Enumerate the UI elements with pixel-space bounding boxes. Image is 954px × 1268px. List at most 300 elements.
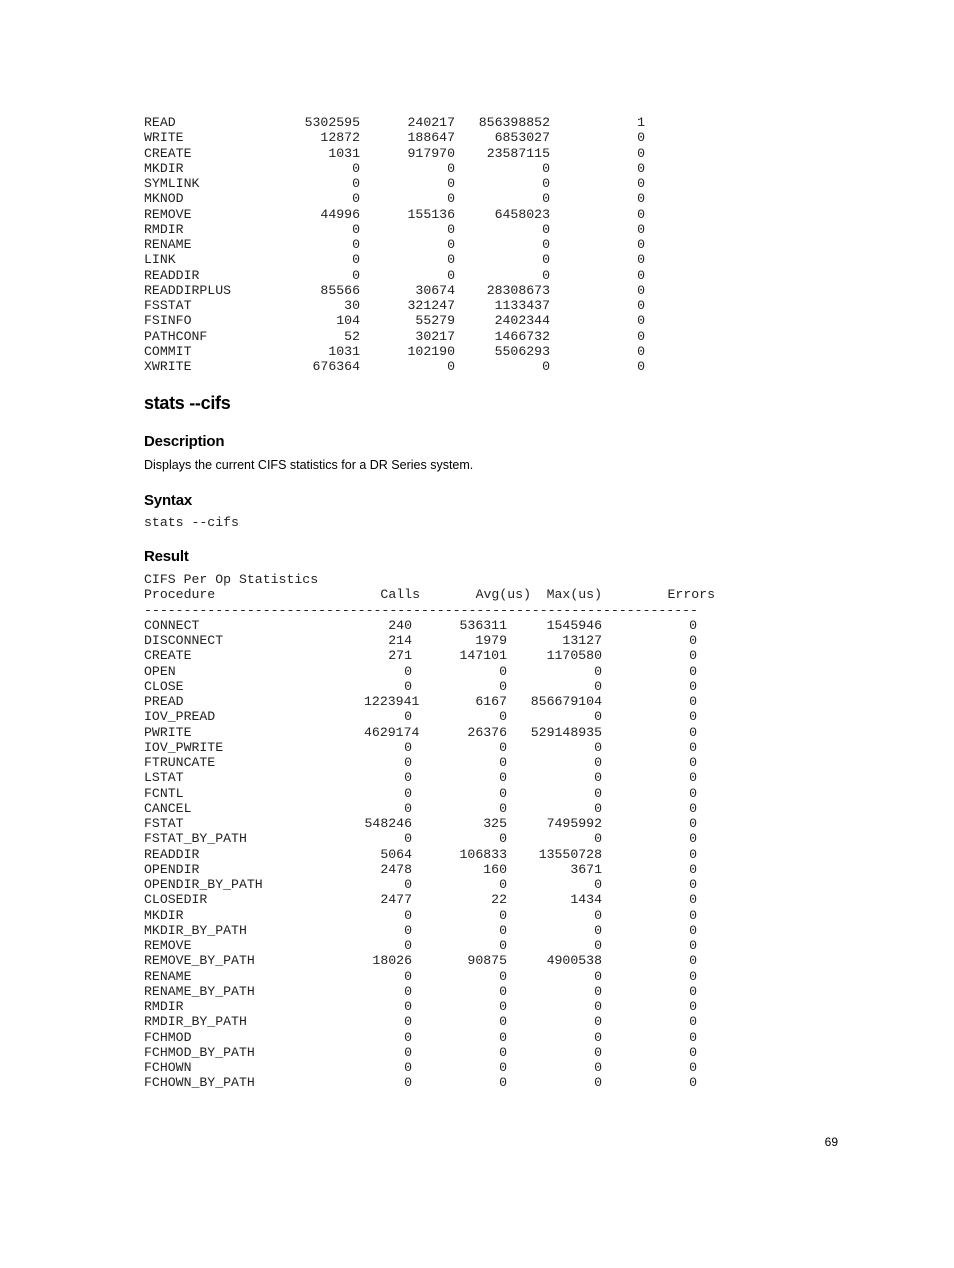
- stat-value: 0: [594, 1060, 602, 1075]
- stat-value: 0: [637, 160, 645, 176]
- stat-value: 5302595: [304, 115, 360, 130]
- procedure-name: LSTAT: [144, 770, 184, 786]
- table-row: [144, 313, 645, 328]
- stat-value: 0: [404, 938, 412, 953]
- stat-value: 0: [594, 877, 602, 892]
- stat-value: 0: [637, 328, 645, 344]
- stat-value: 0: [594, 739, 602, 755]
- stat-value: 0: [637, 130, 645, 146]
- stat-value: 0: [447, 191, 455, 207]
- stat-value: 0: [542, 191, 550, 207]
- stat-value: 0: [404, 800, 412, 816]
- stat-value: 548246: [364, 816, 412, 831]
- table-row: [144, 679, 715, 694]
- table-row: [144, 999, 715, 1014]
- table-row: [144, 161, 645, 176]
- stat-value: 0: [352, 252, 360, 268]
- stat-value: 0: [689, 983, 697, 999]
- stat-value: 0: [689, 846, 697, 862]
- stat-value: 0: [689, 922, 697, 938]
- page-number: 69: [824, 1135, 838, 1149]
- stat-value: 271: [388, 648, 412, 664]
- stat-value: 0: [594, 770, 602, 786]
- table-row: [144, 725, 715, 740]
- stat-value: 0: [499, 800, 507, 816]
- stat-value: 0: [689, 739, 697, 755]
- column-header: Procedure: [144, 587, 216, 603]
- table-row: [144, 938, 715, 953]
- stat-value: 0: [352, 237, 360, 252]
- stat-value: 30674: [415, 282, 455, 298]
- stat-value: 0: [594, 922, 602, 938]
- stat-value: 0: [499, 709, 507, 725]
- stat-value: 0: [594, 968, 602, 984]
- stat-value: 0: [637, 252, 645, 268]
- stat-value: 2478: [380, 861, 412, 877]
- procedure-name: RENAME: [144, 237, 192, 252]
- stat-value: 13127: [562, 633, 602, 648]
- table-row: [144, 709, 715, 724]
- stat-value: 0: [447, 176, 455, 191]
- table-row: [144, 298, 645, 313]
- stat-value: 0: [499, 770, 507, 786]
- table-row: [144, 359, 645, 374]
- stat-value: 4900538: [546, 953, 602, 969]
- column-header: Avg(us): [475, 587, 531, 603]
- stat-value: 0: [404, 678, 412, 694]
- stat-value: 1223941: [364, 694, 420, 709]
- stat-value: 0: [637, 206, 645, 222]
- stat-value: 0: [689, 953, 697, 969]
- table-row: [144, 908, 715, 923]
- column-header: Calls: [380, 587, 420, 603]
- stat-value: 0: [499, 1014, 507, 1030]
- stat-value: 0: [689, 1075, 697, 1091]
- stat-value: 0: [542, 359, 550, 374]
- procedure-name: RMDIR: [144, 221, 184, 237]
- stat-value: 0: [689, 892, 697, 908]
- procedure-name: MKNOD: [144, 191, 184, 207]
- stat-value: 1: [637, 115, 645, 130]
- procedure-name: OPEN: [144, 663, 176, 679]
- procedure-name: READDIR: [144, 846, 200, 862]
- stat-value: 240: [388, 617, 412, 633]
- stat-value: 0: [404, 983, 412, 999]
- procedure-name: IOV_PWRITE: [144, 739, 224, 755]
- procedure-name: CLOSE: [144, 678, 184, 694]
- table-row: [144, 1014, 715, 1029]
- stat-value: 0: [499, 983, 507, 999]
- stat-value: 0: [637, 221, 645, 237]
- procedure-name: LINK: [144, 252, 176, 268]
- stat-value: 0: [689, 938, 697, 953]
- stat-value: 5064: [380, 846, 412, 862]
- stat-value: 0: [689, 800, 697, 816]
- stat-value: 13550728: [538, 846, 602, 862]
- table-row: [144, 130, 645, 145]
- procedure-name: MKDIR: [144, 160, 184, 176]
- stat-value: 0: [404, 1014, 412, 1030]
- stat-value: 0: [404, 877, 412, 892]
- procedure-name: FCHOWN_BY_PATH: [144, 1075, 255, 1091]
- procedure-name: RMDIR_BY_PATH: [144, 1014, 247, 1030]
- table-row: [144, 115, 645, 130]
- stat-value: 1466732: [494, 328, 550, 344]
- stat-value: 0: [499, 968, 507, 984]
- procedure-name: CANCEL: [144, 800, 192, 816]
- stat-value: 0: [499, 1029, 507, 1045]
- stat-value: 0: [352, 160, 360, 176]
- stat-value: 2402344: [494, 313, 550, 329]
- stat-value: 30217: [415, 328, 455, 344]
- stat-value: 0: [404, 663, 412, 679]
- stat-value: 0: [689, 968, 697, 984]
- stat-value: 0: [689, 648, 697, 664]
- procedure-name: RMDIR: [144, 999, 184, 1014]
- stat-value: 0: [594, 831, 602, 847]
- stat-value: 0: [689, 633, 697, 648]
- stat-value: 856398852: [478, 115, 550, 130]
- stat-value: 1133437: [494, 298, 550, 313]
- stat-value: 102190: [407, 343, 455, 359]
- stat-value: 240217: [407, 115, 455, 130]
- stat-value: 0: [689, 907, 697, 923]
- stat-value: 0: [689, 709, 697, 725]
- table-row: [144, 146, 645, 161]
- procedure-name: READDIR: [144, 267, 200, 283]
- stat-value: 0: [499, 755, 507, 770]
- procedure-name: DISCONNECT: [144, 633, 224, 648]
- stat-value: 1979: [475, 633, 507, 648]
- table-row: [144, 222, 645, 237]
- table-row: [144, 984, 715, 999]
- table-row: [144, 1075, 715, 1090]
- stat-value: 44996: [320, 206, 360, 222]
- procedure-name: OPENDIR: [144, 861, 200, 877]
- table-row: [144, 816, 715, 831]
- stat-value: 0: [404, 1044, 412, 1060]
- procedure-name: FSTAT_BY_PATH: [144, 831, 247, 847]
- procedure-name: WRITE: [144, 130, 184, 146]
- stat-value: 0: [542, 176, 550, 191]
- stat-value: 214: [388, 633, 412, 648]
- procedure-name: FSTAT: [144, 816, 184, 831]
- procedure-name: REMOVE: [144, 206, 192, 222]
- cifs-header-row: [144, 587, 715, 602]
- table-row: [144, 969, 715, 984]
- stat-value: 0: [447, 221, 455, 237]
- stat-value: 5506293: [494, 343, 550, 359]
- stat-value: 0: [499, 663, 507, 679]
- table-row: [144, 648, 715, 663]
- stat-value: 0: [404, 755, 412, 770]
- table-row: [144, 923, 715, 938]
- table-row: [144, 252, 645, 267]
- stat-value: 104: [336, 313, 360, 329]
- procedure-name: REMOVE: [144, 938, 192, 953]
- table-row: [144, 1030, 715, 1045]
- table-row: [144, 176, 645, 191]
- table-row: [144, 1060, 715, 1075]
- stat-value: 0: [637, 298, 645, 313]
- stat-value: 0: [689, 770, 697, 786]
- stat-value: 0: [404, 770, 412, 786]
- stat-value: 160: [483, 861, 507, 877]
- stat-value: 0: [594, 1029, 602, 1045]
- stat-value: 0: [352, 176, 360, 191]
- procedure-name: READDIRPLUS: [144, 282, 232, 298]
- procedure-name: FSINFO: [144, 313, 192, 329]
- stat-value: 0: [637, 313, 645, 329]
- stat-value: 0: [447, 252, 455, 268]
- stat-value: 0: [689, 831, 697, 847]
- stat-value: 4629174: [364, 724, 420, 740]
- table-row: [144, 329, 645, 344]
- procedure-name: FCHMOD: [144, 1029, 192, 1045]
- table-row: [144, 786, 715, 801]
- stat-value: 0: [499, 1075, 507, 1091]
- table-row: [144, 770, 715, 785]
- stat-value: 0: [447, 160, 455, 176]
- stat-value: 23587115: [486, 145, 550, 161]
- procedure-name: OPENDIR_BY_PATH: [144, 877, 263, 892]
- stat-value: 30: [344, 298, 360, 313]
- stat-value: 0: [404, 999, 412, 1014]
- stat-value: 0: [594, 1014, 602, 1030]
- stat-value: 0: [404, 785, 412, 801]
- table-row: [144, 847, 715, 862]
- stat-value: 85566: [320, 282, 360, 298]
- procedure-name: CREATE: [144, 648, 192, 664]
- stat-value: 6167: [475, 694, 507, 709]
- stat-value: 0: [637, 145, 645, 161]
- procedure-name: XWRITE: [144, 359, 192, 374]
- cifs-title: CIFS Per Op Statistics: [144, 572, 319, 587]
- procedure-name: REMOVE_BY_PATH: [144, 953, 255, 969]
- stat-value: 0: [689, 694, 697, 709]
- stat-value: 0: [542, 237, 550, 252]
- table-row: [144, 207, 645, 222]
- stat-value: 0: [499, 922, 507, 938]
- stat-value: 321247: [407, 298, 455, 313]
- table-row: [144, 877, 715, 892]
- stat-value: 90875: [467, 953, 507, 969]
- stat-value: 2477: [380, 892, 412, 908]
- stat-value: 0: [594, 999, 602, 1014]
- stat-value: 155136: [407, 206, 455, 222]
- procedure-name: FCHMOD_BY_PATH: [144, 1044, 255, 1060]
- stat-value: 0: [594, 983, 602, 999]
- table-row: [144, 953, 715, 968]
- stat-value: 0: [637, 359, 645, 374]
- stat-value: 0: [689, 724, 697, 740]
- stat-value: 1545946: [546, 617, 602, 633]
- stat-value: 0: [689, 861, 697, 877]
- table-row: [144, 892, 715, 907]
- table-row: [144, 801, 715, 816]
- stat-value: 0: [404, 831, 412, 847]
- procedure-name: MKDIR: [144, 907, 184, 923]
- stat-value: 0: [447, 237, 455, 252]
- table-row: [144, 268, 645, 283]
- stat-value: 0: [499, 678, 507, 694]
- stat-value: 0: [594, 678, 602, 694]
- stat-value: 0: [447, 267, 455, 283]
- procedure-name: RENAME_BY_PATH: [144, 983, 255, 999]
- stat-value: 0: [447, 359, 455, 374]
- table-row: [144, 237, 645, 252]
- stat-value: 0: [637, 282, 645, 298]
- stat-value: 0: [637, 237, 645, 252]
- procedure-name: FSSTAT: [144, 298, 192, 313]
- stat-value: 0: [594, 663, 602, 679]
- stat-value: 0: [404, 1060, 412, 1075]
- stat-value: 0: [404, 739, 412, 755]
- procedure-name: CLOSEDIR: [144, 892, 208, 908]
- stat-value: 147101: [459, 648, 507, 664]
- stat-value: 0: [689, 663, 697, 679]
- stat-value: 0: [404, 1029, 412, 1045]
- stat-value: 0: [499, 907, 507, 923]
- stat-value: 0: [499, 938, 507, 953]
- stat-value: 0: [689, 1044, 697, 1060]
- stat-value: 18026: [372, 953, 412, 969]
- stat-value: 0: [689, 1060, 697, 1075]
- stat-value: 55279: [415, 313, 455, 329]
- table-row: [144, 283, 645, 298]
- table-row: [144, 191, 645, 206]
- table-row: [144, 633, 715, 648]
- description-text: Displays the current CIFS statistics for a DR Series system.: [144, 458, 474, 472]
- stat-value: 0: [404, 907, 412, 923]
- table-row: [144, 694, 715, 709]
- stat-value: 0: [542, 221, 550, 237]
- table-row: [144, 831, 715, 846]
- column-header: Max(us): [546, 587, 602, 603]
- section-title: stats --cifs: [144, 393, 231, 413]
- stat-value: 188647: [407, 130, 455, 146]
- syntax-code: stats --cifs: [144, 515, 239, 530]
- table-row: [144, 618, 715, 633]
- stat-value: 0: [352, 221, 360, 237]
- stat-value: 0: [689, 1029, 697, 1045]
- stat-value: 917970: [407, 145, 455, 161]
- stat-value: 0: [499, 739, 507, 755]
- procedure-name: COMMIT: [144, 343, 192, 359]
- stat-value: 0: [594, 785, 602, 801]
- stat-value: 26376: [467, 724, 507, 740]
- stat-value: 0: [689, 999, 697, 1014]
- stat-value: 12872: [320, 130, 360, 146]
- stat-value: 0: [594, 709, 602, 725]
- cifs-stats-output: [144, 572, 715, 1091]
- stat-value: 0: [352, 191, 360, 207]
- procedure-name: FTRUNCATE: [144, 755, 216, 770]
- stat-value: 22: [491, 892, 507, 908]
- table-row: [144, 1045, 715, 1060]
- stat-value: 856679104: [530, 694, 602, 709]
- cifs-separator: ----------------------------------------------------------------------: [144, 602, 698, 618]
- stat-value: 0: [689, 785, 697, 801]
- procedure-name: IOV_PREAD: [144, 709, 216, 725]
- stat-value: 0: [689, 816, 697, 831]
- stat-value: 529148935: [530, 724, 602, 740]
- stat-value: 325: [483, 816, 507, 831]
- stat-value: 676364: [312, 359, 360, 374]
- stat-value: 0: [499, 831, 507, 847]
- stat-value: 0: [499, 999, 507, 1014]
- stat-value: 0: [404, 709, 412, 725]
- stat-value: 106833: [459, 846, 507, 862]
- stat-value: 0: [689, 678, 697, 694]
- stat-value: 0: [689, 877, 697, 892]
- stat-value: 1434: [570, 892, 602, 908]
- stat-value: 0: [542, 252, 550, 268]
- stat-value: 0: [637, 176, 645, 191]
- procedure-name: PATHCONF: [144, 328, 208, 344]
- stat-value: 0: [594, 800, 602, 816]
- stat-value: 7495992: [546, 816, 602, 831]
- stat-value: 0: [499, 1044, 507, 1060]
- stat-value: 52: [344, 328, 360, 344]
- procedure-name: RENAME: [144, 968, 192, 984]
- stat-value: 0: [542, 267, 550, 283]
- stat-value: 0: [499, 1060, 507, 1075]
- stat-value: 0: [404, 968, 412, 984]
- stat-value: 0: [594, 938, 602, 953]
- column-header: Errors: [667, 587, 715, 603]
- procedure-name: SYMLINK: [144, 176, 200, 191]
- stat-value: 0: [499, 877, 507, 892]
- stat-value: 0: [594, 1044, 602, 1060]
- syntax-heading: Syntax: [144, 492, 192, 509]
- table-row: [144, 664, 715, 679]
- stat-value: 0: [637, 343, 645, 359]
- procedure-name: READ: [144, 115, 176, 130]
- procedure-name: CREATE: [144, 145, 192, 161]
- stat-value: 0: [499, 785, 507, 801]
- stat-value: 0: [689, 755, 697, 770]
- stat-value: 3671: [570, 861, 602, 877]
- stat-value: 0: [352, 267, 360, 283]
- stat-value: 0: [594, 907, 602, 923]
- table-row: [144, 344, 645, 359]
- procedure-name: FCNTL: [144, 785, 184, 801]
- table-row: [144, 755, 715, 770]
- description-heading: Description: [144, 433, 225, 450]
- table-row: [144, 740, 715, 755]
- stat-value: 0: [689, 1014, 697, 1030]
- stat-value: 0: [637, 191, 645, 207]
- stat-value: 6853027: [494, 130, 550, 146]
- stat-value: 0: [594, 755, 602, 770]
- stat-value: 0: [404, 922, 412, 938]
- procedure-name: FCHOWN: [144, 1060, 192, 1075]
- stat-value: 0: [542, 160, 550, 176]
- stat-value: 28308673: [486, 282, 550, 298]
- stat-value: 1031: [328, 343, 360, 359]
- nfs-stats-table: [144, 115, 645, 374]
- stat-value: 0: [594, 1075, 602, 1091]
- stat-value: 6458023: [494, 206, 550, 222]
- stat-value: 0: [637, 267, 645, 283]
- stat-value: 0: [404, 1075, 412, 1091]
- result-heading: Result: [144, 548, 189, 565]
- procedure-name: CONNECT: [144, 617, 200, 633]
- procedure-name: MKDIR_BY_PATH: [144, 922, 247, 938]
- procedure-name: PREAD: [144, 694, 184, 709]
- procedure-name: PWRITE: [144, 724, 192, 740]
